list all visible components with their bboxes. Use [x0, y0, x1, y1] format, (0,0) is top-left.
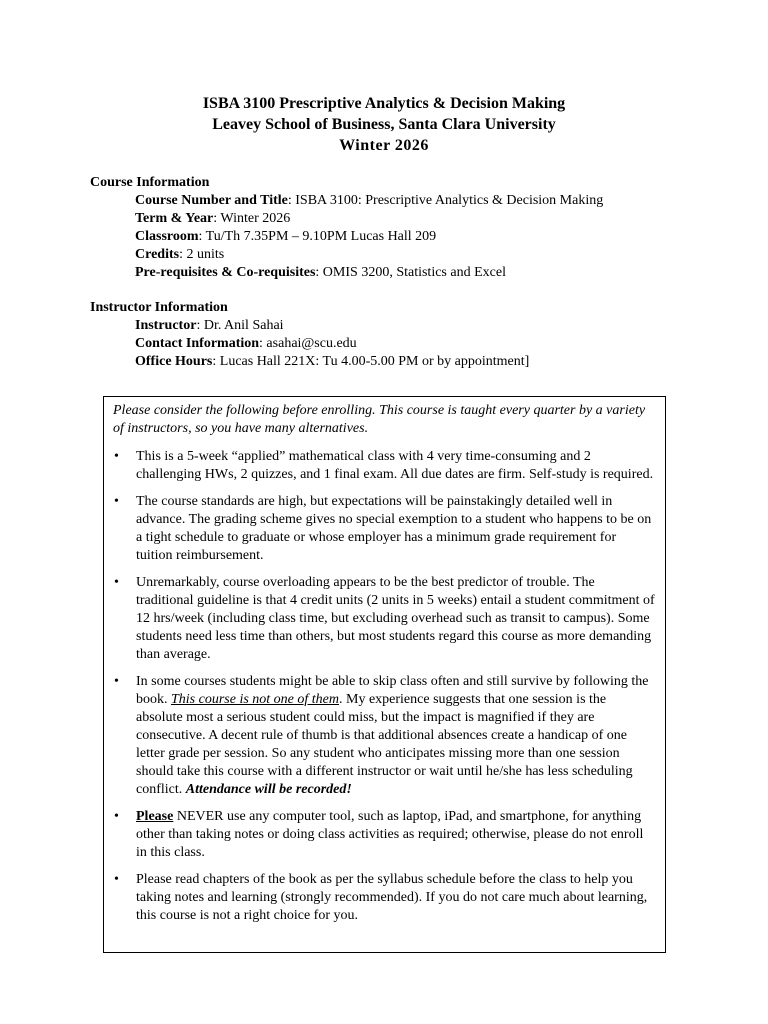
- list-item: [113, 493, 655, 565]
- field-value: : ISBA 3100: Prescriptive Analytics & Decision Making: [287, 193, 604, 208]
- bullet-text-part: NEVER use any computer tool, such as laptop, iPad, and smartphone, for anything other than taking notes or doing class activities as required; otherwise, please do not enroll in this class.: [136, 809, 644, 860]
- field-value: : OMIS 3200, Statistics and Excel: [315, 265, 506, 280]
- please-emphasis: Please: [136, 809, 174, 824]
- bullet-text-part: In some courses students might be able to skip class often and still survive by following the book.: [136, 674, 649, 707]
- contact-field: [90, 335, 529, 353]
- field-label: Term & Year: [135, 211, 214, 226]
- enrollment-notice-box: [103, 396, 666, 953]
- field-value: : Lucas Hall 221X: Tu 4.00-5.00 PM or by appointment]: [212, 354, 530, 369]
- field-label: Classroom: [135, 229, 199, 244]
- office-hours-field: [90, 353, 529, 371]
- term-year-field: [90, 210, 603, 228]
- bullet-icon: •: [114, 575, 119, 590]
- classroom-field: [90, 228, 603, 246]
- bullet-icon: •: [114, 449, 119, 464]
- list-item: [113, 448, 655, 484]
- field-label: Contact Information: [135, 336, 260, 351]
- emphasis-text: This course is not one of them: [171, 692, 339, 707]
- field-label: Credits: [135, 247, 180, 262]
- bullet-text: [136, 809, 643, 860]
- instructor-field: [90, 317, 529, 335]
- attendance-warning: Attendance will be recorded!: [185, 782, 352, 797]
- bullet-text: The course standards are high, but expectations will be painstakingly detailed well in advance. The grading scheme gives no special exemption to a student who happens to be on a tight schedule to graduate or whose employer has a minimum grade requirement for tuition reimbursement.: [136, 494, 652, 563]
- field-value: : asahai@scu.edu: [259, 336, 357, 351]
- field-label: Pre-requisites & Co-requisites: [135, 265, 316, 280]
- bullet-icon: •: [114, 809, 119, 824]
- bullet-icon: •: [114, 872, 119, 887]
- document-header: [0, 93, 768, 156]
- field-value: : 2 units: [179, 247, 225, 262]
- field-value: : Tu/Th 7.35PM – 9.10PM Lucas Hall 209: [198, 229, 437, 244]
- term-title: Winter 2026: [339, 137, 429, 154]
- list-item: [113, 574, 655, 664]
- field-value: : Dr. Anil Sahai: [196, 318, 284, 333]
- bullet-icon: •: [114, 494, 119, 509]
- field-value: : Winter 2026: [213, 211, 291, 226]
- course-title: ISBA 3100 Prescriptive Analytics & Decision Making: [202, 95, 566, 112]
- instructor-information-section: [90, 299, 529, 371]
- list-item: [113, 673, 655, 799]
- course-number-field: [90, 192, 603, 210]
- list-item: [113, 871, 655, 925]
- instructor-information-heading: Instructor Information: [90, 300, 228, 315]
- school-name: Leavey School of Business, Santa Clara University: [212, 116, 556, 133]
- bullet-text: [136, 674, 648, 797]
- bullet-icon: •: [114, 674, 119, 689]
- prerequisites-field: [90, 264, 603, 282]
- list-item: [113, 808, 655, 862]
- field-label: Instructor: [135, 318, 197, 333]
- field-label: Office Hours: [135, 354, 213, 369]
- notice-list: [113, 448, 655, 925]
- bullet-text-part: . My experience suggests that one session is the absolute most a serious student could miss, but the impact is magnified if they are consecutive. A decent rule of thumb is that additional absences create a handicap of one letter grade per session. So any student who anticipates missing more than one session should take this course with a different instructor or wait until he/she has less scheduling conflict.: [136, 692, 633, 797]
- bullet-text: Please read chapters of the book as per the syllabus schedule before the class to help you taking notes and learning (strongly recommended). If you do not care much about learning, this course is not a right choice for you.: [136, 872, 648, 923]
- field-label: Course Number and Title: [135, 193, 288, 208]
- notice-intro: Please consider the following before enrolling. This course is taught every quarter by a variety of instructors, so you have many alternatives.: [113, 403, 646, 436]
- credits-field: [90, 246, 603, 264]
- bullet-text: This is a 5-week “applied” mathematical class with 4 very time-consuming and 2 challenging HWs, 2 quizzes, and 1 final exam. All due dates are firm. Self-study is required.: [136, 449, 654, 482]
- course-information-section: [90, 174, 603, 282]
- course-information-heading: Course Information: [90, 175, 210, 190]
- bullet-text: Unremarkably, course overloading appears to be the best predictor of trouble. The traditional guideline is that 4 credit units (2 units in 5 weeks) entail a student commitment of 12 hrs/week (including class time, but excluding overhead such as transit to campus). Some students need less time than others, but most students regard this course as more demanding than average.: [136, 575, 655, 662]
